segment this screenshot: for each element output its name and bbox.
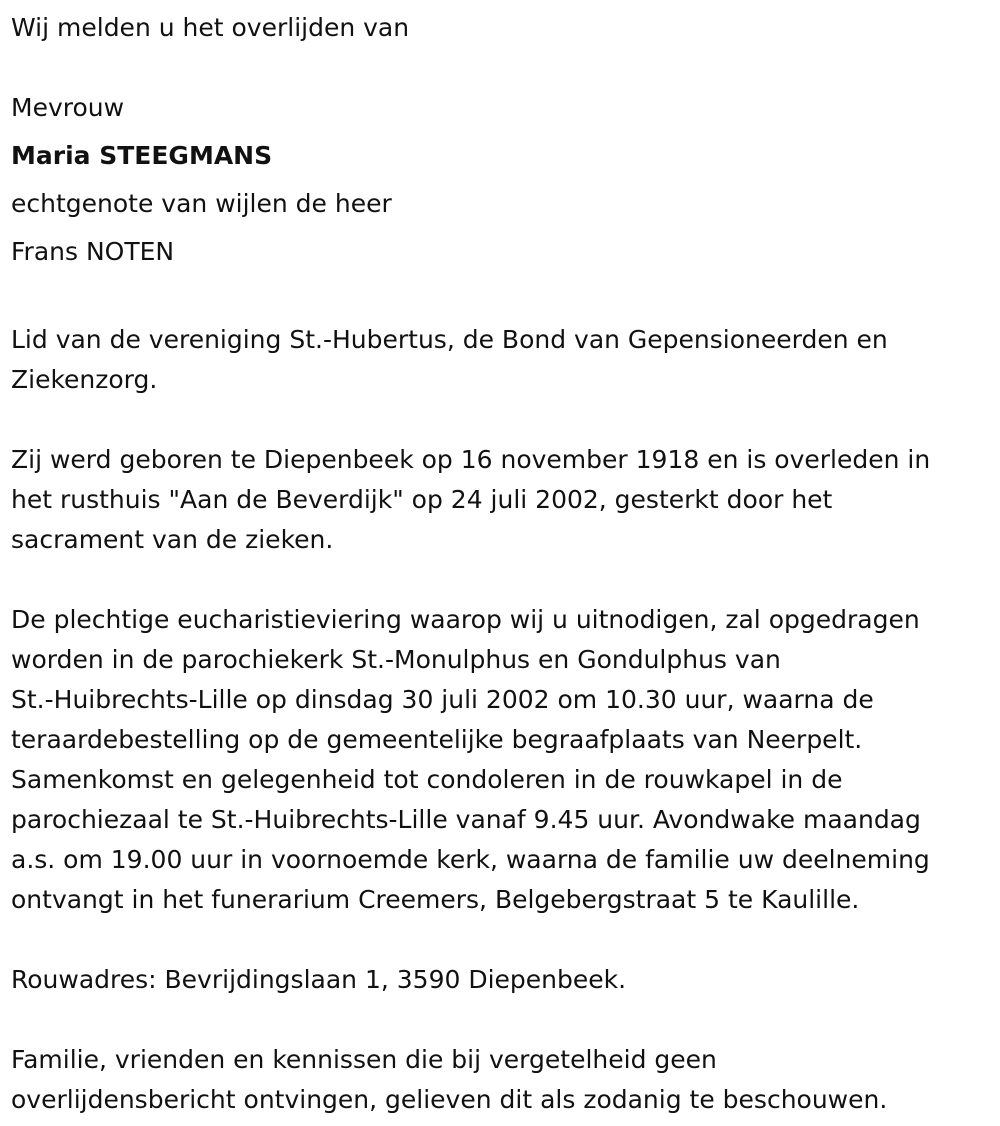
deceased-name: Maria STEEGMANS	[11, 141, 273, 170]
death-notice	[11, 8, 991, 1120]
ceremony-line: teraardebestelling op de gemeentelijke begraafplaats van Neerpelt.	[11, 725, 863, 754]
closing-paragraph	[11, 1040, 991, 1120]
ceremony-line: ontvangt in het funerarium Creemers, Belgebergstraat 5 te Kaulille.	[11, 885, 860, 914]
membership-paragraph	[11, 320, 991, 400]
title-text: Mevrouw	[11, 93, 125, 122]
membership-line: Ziekenzorg.	[11, 365, 158, 394]
spacer	[11, 1000, 991, 1040]
ceremony-line: St.-Huibrechts-Lille op dinsdag 30 juli 2002 om 10.30 uur, waarna de	[11, 685, 874, 714]
birth-death-line: sacrament van de zieken.	[11, 525, 334, 554]
birth-death-line: Zij werd geboren te Diepenbeek op 16 november 1918 en is overleden in	[11, 445, 931, 474]
closing-line: overlijdensbericht ontvingen, gelieven dit als zodanig te beschouwen.	[11, 1085, 888, 1114]
spacer	[11, 48, 991, 88]
ceremony-line: parochiezaal te St.-Huibrechts-Lille vanaf 9.45 uur. Avondwake maandag	[11, 805, 921, 834]
birth-death-line: het rusthuis "Aan de Beverdijk" op 24 juli 2002, gesterkt door het	[11, 485, 833, 514]
ceremony-paragraph	[11, 600, 991, 920]
spacer	[11, 400, 991, 440]
spacer	[11, 560, 991, 600]
spacer	[11, 280, 991, 320]
ceremony-line: Samenkomst en gelegenheid tot condoleren in de rouwkapel in de	[11, 765, 843, 794]
mourning-address: Rouwadres: Bevrijdingslaan 1, 3590 Diepenbeek.	[11, 965, 627, 994]
birth-death-paragraph	[11, 440, 991, 560]
ceremony-line: De plechtige eucharistieviering waarop wij u uitnodigen, zal opgedragen	[11, 605, 920, 634]
ceremony-line: a.s. om 19.00 uur in voornoemde kerk, waarna de familie uw deelneming	[11, 845, 930, 874]
ceremony-line: worden in de parochiekerk St.-Monulphus en Gondulphus van	[11, 645, 781, 674]
membership-line: Lid van de vereniging St.-Hubertus, de Bond van Gepensioneerden en	[11, 325, 888, 354]
spouse-name: Frans NOTEN	[11, 237, 175, 266]
closing-line: Familie, vrienden en kennissen die bij vergetelheid geen	[11, 1045, 717, 1074]
spacer	[11, 920, 991, 960]
intro-text: Wij melden u het overlijden van	[11, 13, 410, 42]
spouse-label: echtgenote van wijlen de heer	[11, 189, 392, 218]
